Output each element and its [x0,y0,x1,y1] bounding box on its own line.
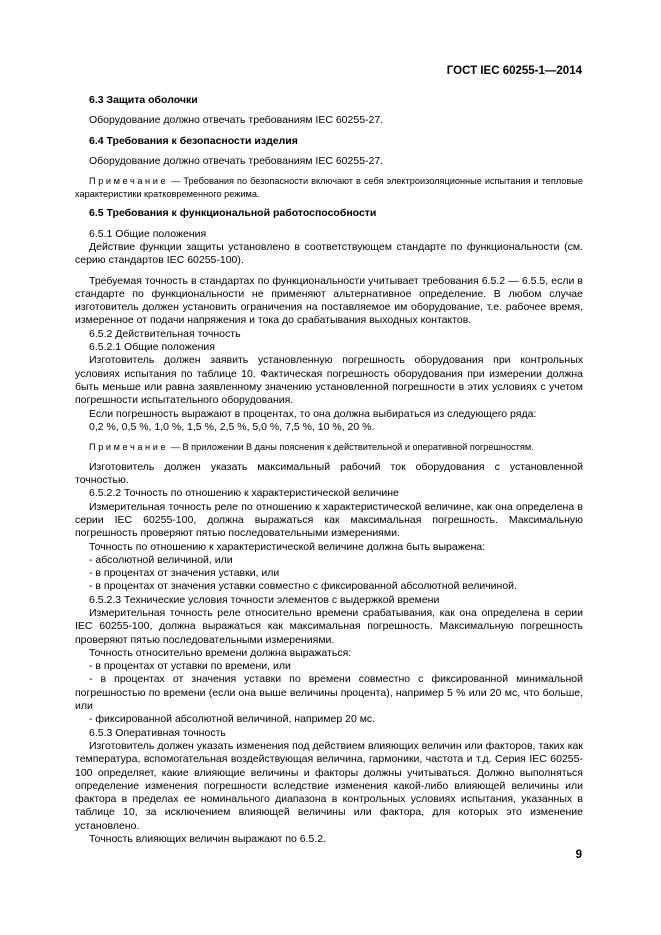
paragraph: Точность влияющих величин выражают по 6.5.2. [89,833,327,846]
error-series: 0,2 %, 0,5 %, 1,0 %, 1,5 %, 2,5 %, 5,0 %, 7,5 %, 10 %, 20 %. [89,420,375,433]
paragraph: Изготовитель должен заявить установленную погрешность оборудования при контрольных условиях испытания по таблице 10. Фактическая погрешность оборудования при измерении должна быть меньше или равна заявленному значению установленной погрешности в этих условиях с учетом погрешности испытательного оборудования. [75,354,583,407]
list-item: - в процентах от значения уставки, или [89,567,280,580]
paragraph: Точность по отношению к характеристической величине должна быть выражена: [89,540,486,553]
section-6-3-heading: 6.3 Защита оболочки [89,94,198,106]
subsection-6-5-2-2-title: 6.5.2.2 Точность по отношению к характеристической величине [89,487,399,500]
paragraph: Изготовитель должен указать максимальный рабочий ток оборудования с установленной точностью. [75,460,583,487]
subsection-6-5-2-1-title: 6.5.2.1 Общие положения [89,341,215,354]
subsection-6-5-2-3-title: 6.5.2.3 Технические условия точности элементов с выдержкой времени [89,593,440,606]
note-text: — В приложении В даны пояснения к действительной и оперативной погрешностям. [168,442,534,453]
subsection-6-5-2-title: 6.5.2 Действительная точность [89,327,241,340]
note-label: Примечание [89,442,169,453]
paragraph: Требуемая точность в стандартах по функциональности учитывает требования 6.5.2 — 6.5.5, если в стандарте по функциональности не применяют альтернативное определение. В любом случае изготовитель должен установить ограничения на поставляемое им оборудование, т.е. рабочее время, измеренное от подачи напряжения и тока до срабатывания выходных контактов. [75,274,583,327]
section-6-5-heading: 6.5 Требования к функциональной работоспособности [89,207,377,220]
paragraph: Измерительная точность реле относительно времени срабатывания, как она определена в серии IEC 60255-100, должна выражаться как максимальная погрешность. Максимальную погрешность проверяют пятью последовательными измерениями. [75,606,583,646]
section-6-4-heading: 6.4 Требования к безопасности изделия [89,134,298,147]
paragraph: Если погрешность выражают в процентах, то она должна выбираться из следующего ряда: [89,407,537,420]
section-6-4-text: Оборудование должно отвечать требованиям IEC 60255-27. [89,154,384,167]
page-body [75,93,583,846]
list-item: - абсолютной величиной, или [89,553,233,566]
paragraph: Изготовитель должен указать изменения под действием влияющих величин или факторов, таких как температура, вспомогательная воздействующая величина, гармоники, частота и т.д. Серия IEC 60255-100 определяет, какие влияющие величины и факторы должны учитываться. Должно выполняться определение изменения погрешности вследствие изменения какой-либо влияющей величины или фактора в пределах ее номинального диапазона в контрольных условиях испытания, указанных в таблице 10, за исключением влияющей величины или фактора, для которых это изменение установлено. [75,739,583,832]
note-label: Примечание [89,176,169,187]
page-number: 9 [575,849,582,861]
list-item: - в процентах от значения уставки совместно с фиксированной абсолютной величиной. [89,580,517,593]
list-item: - в процентах от значения уставки по времени совместно с фиксированной минимальной погрешностью по времени (если она выше величины процента), например 5 % или 20 мс, что больше, или [75,673,583,713]
section-6-3-text: Оборудование должно отвечать требованиям IEC 60255-27. [89,114,384,127]
paragraph: Действие функции защиты установлено в соответствующем стандарте по функциональности (см. серию стандартов IEC 60255-100). [75,240,583,267]
subsection-6-5-1-title: 6.5.1 Общие положения [89,227,207,240]
paragraph: Измерительная точность реле по отношению к характеристической величине, как она определена в серии IEC 60255-100, должна выражаться как максимальная погрешность. Максимальную погрешность проверяют пятью последовательными измерениями. [75,500,583,540]
document-code: ГОСТ IEC 60255-1—2014 [446,65,582,77]
note-text: — Требования по безопасности включают в себя электроизоляционные испытания и тепловые характеристики кратковременного режима. [75,176,583,199]
section-6-4-note [75,175,583,200]
list-item: - фиксированной абсолютной величиной, например 20 мс. [89,713,376,726]
paragraph: Точность относительно времени должна выражаться: [89,646,352,659]
subsection-6-5-3-title: 6.5.3 Оперативная точность [89,726,226,739]
list-item: - в процентах от уставки по времени, или [89,660,291,673]
section-6-5-note [75,441,583,454]
